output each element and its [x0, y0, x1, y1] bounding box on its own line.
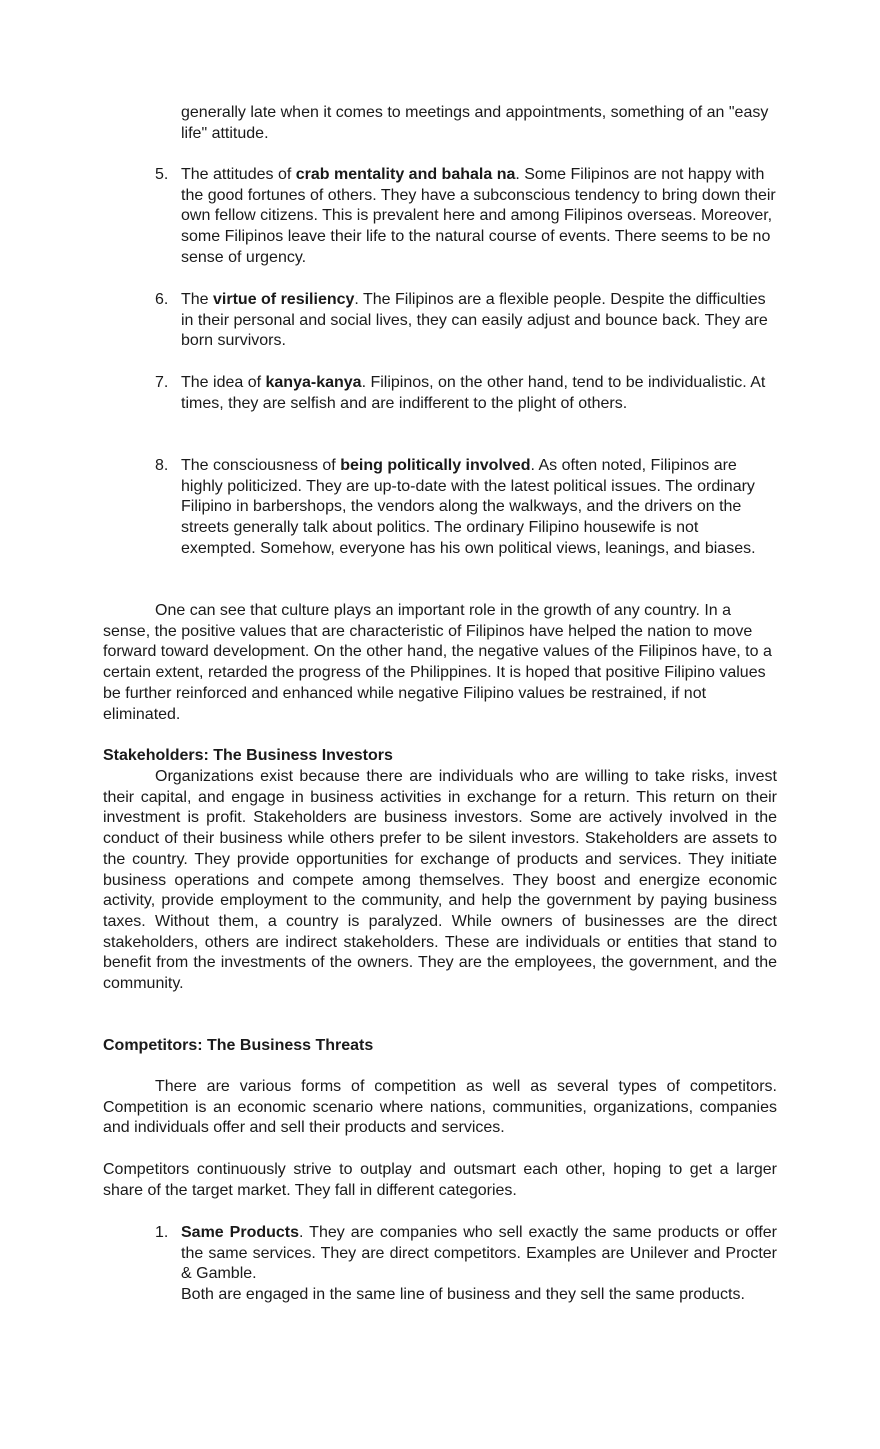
- bold-term: virtue of resiliency: [213, 291, 355, 308]
- list-item-text: The virtue of resiliency. The Filipinos are a flexible people. Despite the difficulties in their personal and social lives, they can easily adjust and bounce back. They are born survivors.: [181, 291, 768, 350]
- culture-paragraph: One can see that culture plays an important role in the growth of any country. In a sense, the positive values that are characteristic of Filipinos have helped the nation to move forward toward development. On the other hand, the negative values of the Filipinos have, to a certain extent, retarded the progress of the Philippines. It is hoped that positive Filipino values be further reinforced and enhanced while negative Filipino values be restrained, if not eliminated.: [103, 602, 772, 723]
- list-number: 1.: [155, 1224, 169, 1241]
- list-number: 5.: [155, 166, 169, 183]
- list-item-text: Same Products. They are companies who sell exactly the same products or offer the same services. They are direct competitors. Examples are Unilever and Procter & Gamble.: [181, 1224, 778, 1283]
- list-number: 7.: [155, 374, 169, 391]
- list-number: 8.: [155, 457, 169, 474]
- competition-paragraph: There are various forms of competition as well as several types of competitors. Competition is an economic scenario where nations, communities, organizations, companies and individuals offer and sell their products and services.: [103, 1078, 777, 1137]
- list-item-7: [155, 373, 777, 414]
- stakeholders-paragraph: Organizations exist because there are individuals who are willing to take risks, invest their capital, and engage in business activities in exchange for a return. This return on their investment is profit. Stakeholders are business investors. Some are actively involved in the conduct of their business while others prefer to be silent investors. Stakeholders are assets to the country. They provide opportunities for exchange of products and services. They initiate business operations and compete among themselves. They boost and energize economic activity, provide employment to the community, and help the government by paying business taxes. Without them, a country is paralyzed. While owners of businesses are the direct stakeholders, others are indirect stakeholders. These are individuals or entities that stand to benefit from the investments of the owners. They are the employees, the government, and the community.: [103, 768, 777, 993]
- list-item-text: The consciousness of being politically involved. As often noted, Filipinos are highly politicized. They are up-to-date with the latest political issues. The ordinary Filipino in barbershops, the vendors along the walkways, and the drivers on the streets generally talk about politics. The ordinary Filipino housewife is not exempted. Somehow, everyone has his own political views, leanings, and biases.: [181, 457, 756, 557]
- bold-term: kanya-kanya: [265, 374, 362, 391]
- bold-term: being politically involved: [340, 457, 531, 474]
- list-item-5: [155, 165, 777, 269]
- competitors-heading: Competitors: The Business Threats: [103, 1037, 374, 1054]
- competitors-paragraph: Competitors continuously strive to outplay and outsmart each other, hoping to get a larger share of the target market. They fall in different categories.: [103, 1161, 777, 1199]
- bold-term: Same Products: [181, 1224, 300, 1241]
- list-number: 6.: [155, 291, 169, 308]
- list-item-same-products: [155, 1223, 777, 1306]
- list-item-6: [155, 290, 777, 352]
- list-item-text: The idea of kanya-kanya. Filipinos, on the other hand, tend to be individualistic. At times, they are selfish and are indifferent to the plight of others.: [181, 374, 766, 412]
- continued-paragraph: generally late when it comes to meetings and appointments, something of an "easy life" attitude.: [181, 104, 769, 142]
- list-item-text: The attitudes of crab mentality and bahala na. Some Filipinos are not happy with the good fortunes of others. They have a subconscious tendency to bring down their own fellow citizens. This is prevalent here and among Filipinos overseas. Moreover, some Filipinos leave their life to the natural course of events. There seems to be no sense of urgency.: [181, 166, 776, 266]
- bold-term: crab mentality and bahala na: [295, 166, 516, 183]
- stakeholders-heading: Stakeholders: The Business Investors: [103, 747, 393, 764]
- list-item-8: [155, 456, 777, 560]
- list-item-extra-text: Both are engaged in the same line of business and they sell the same products.: [181, 1286, 745, 1304]
